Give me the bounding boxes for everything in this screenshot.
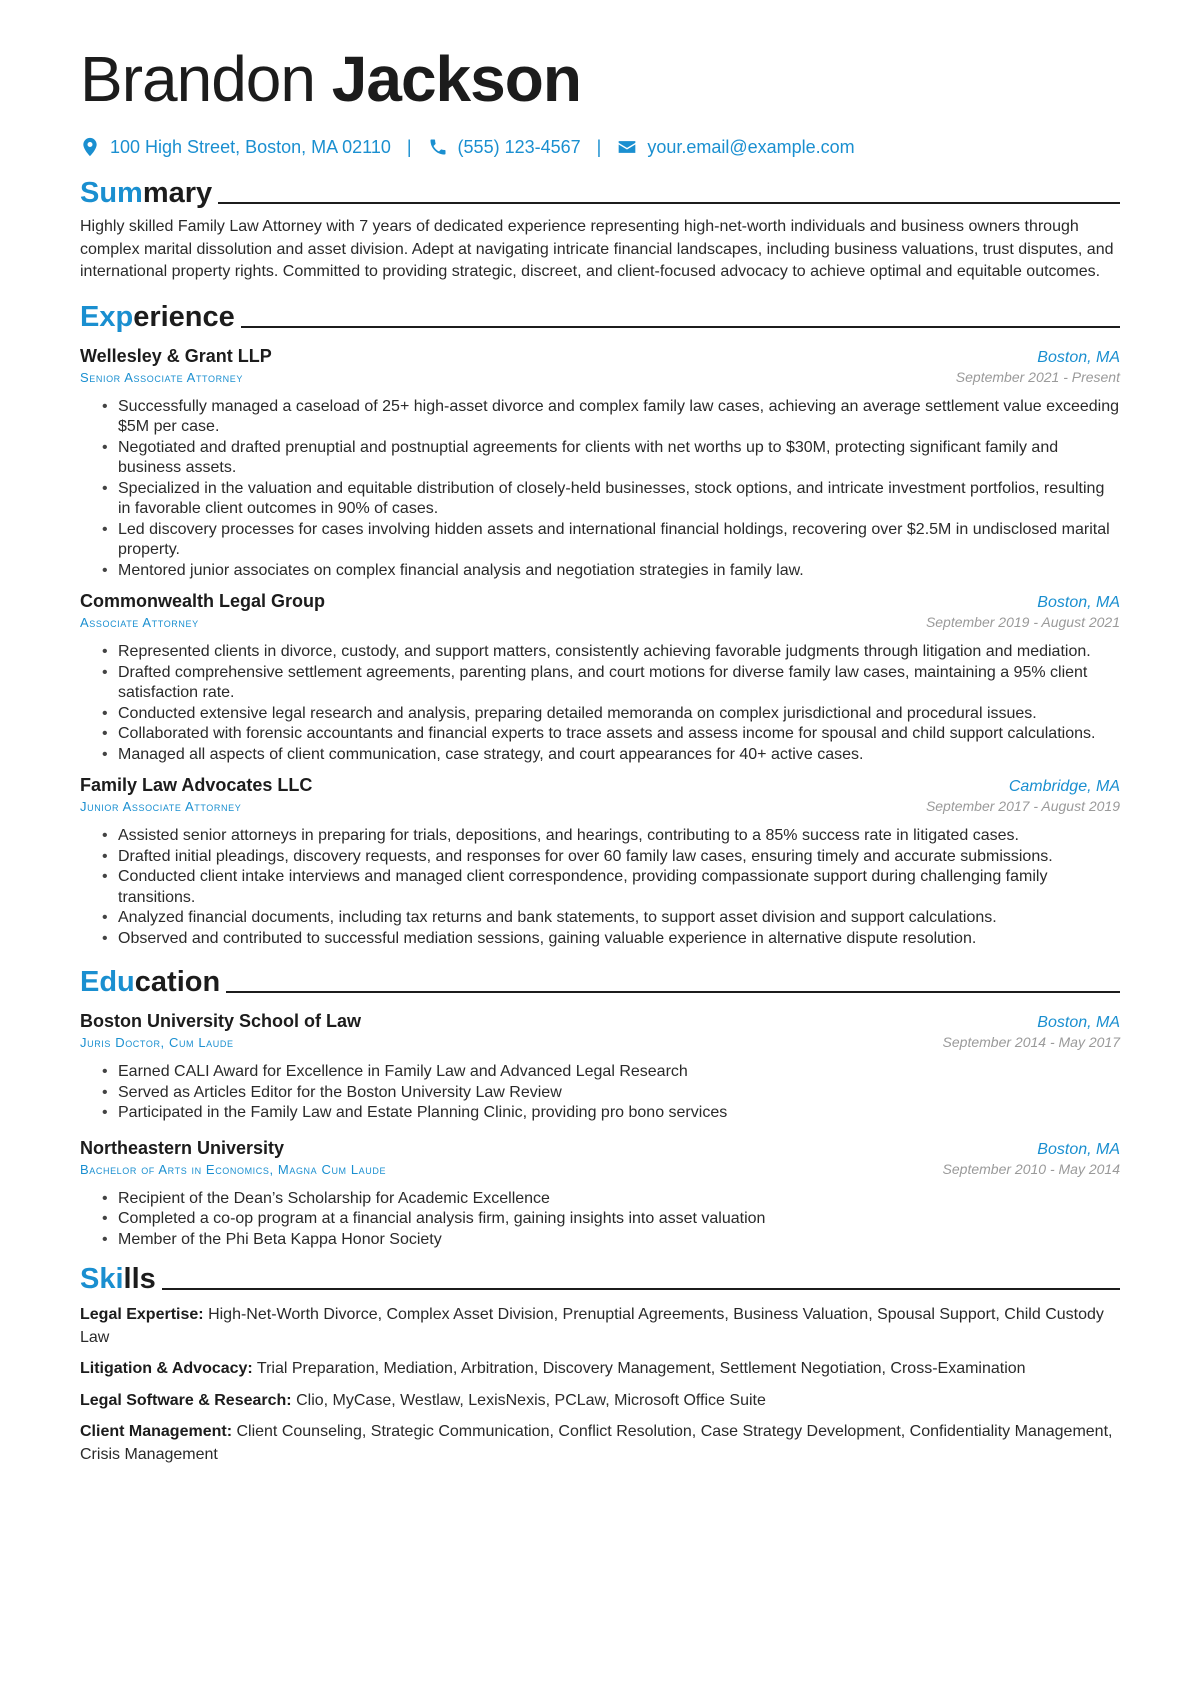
- list-item: • Conducted extensive legal research and analysis, preparing detailed memoranda on complex jurisdictional and procedural issues.: [118, 704, 1120, 725]
- skill-value: High-Net-Worth Divorce, Complex Asset Division, Prenuptial Agreements, Business Valuation, Spousal Support, Child Custody Law: [80, 1306, 1104, 1346]
- school-name: Northeastern University: [80, 1137, 285, 1158]
- education-heading-accent: Edu: [80, 966, 135, 998]
- experience-heading: [80, 294, 1120, 334]
- email-link: your.email@example.com: [647, 136, 855, 157]
- list-item: • Successfully managed a caseload of 25+ high-asset divorce and complex family law cases, achieving an average settlement value exceeding $5M per case.: [118, 397, 1120, 438]
- section-rule: [241, 326, 1120, 328]
- list-item: • Represented clients in divorce, custody, and support matters, consistently achieving favorable judgments through litigation and mediation.: [118, 642, 1120, 663]
- section-rule: [162, 1288, 1120, 1290]
- job-bullets: [80, 642, 1120, 765]
- degree: Juris Doctor, Cum Laude: [80, 1035, 234, 1050]
- skill-row: [80, 1358, 1120, 1381]
- list-item: • Drafted comprehensive settlement agreements, parenting plans, and court motions for diverse family law cases, maintaining a 95% client satisfaction rate.: [118, 663, 1120, 704]
- education-entry: [80, 1011, 1120, 1124]
- education-entry: [80, 1138, 1120, 1251]
- experience-entry: [80, 775, 1120, 949]
- phone-icon: [428, 137, 448, 157]
- job-title: Junior Associate Attorney: [80, 799, 242, 814]
- list-item: • Drafted initial pleadings, discovery requests, and responses for over 60 family law cases, ensuring timely and accurate submissions.: [118, 847, 1120, 868]
- skill-row: [80, 1304, 1120, 1349]
- skill-label: Litigation & Advocacy:: [80, 1360, 253, 1377]
- education-heading-rest: cation: [134, 966, 221, 998]
- address-item: [80, 137, 391, 158]
- first-name: Brandon: [80, 43, 315, 115]
- experience-heading-accent: Exp: [80, 300, 134, 333]
- degree: Bachelor of Arts in Economics, Magna Cum Laude: [80, 1161, 387, 1177]
- job-title: Associate Attorney: [80, 615, 199, 630]
- skill-row: [80, 1421, 1120, 1466]
- skill-label: Legal Software & Research:: [80, 1391, 292, 1409]
- list-item: • Participated in the Family Law and Estate Planning Clinic, providing pro bono services: [118, 1103, 1120, 1124]
- list-item: • Assisted senior attorneys in preparing for trials, depositions, and hearings, contributing to a 85% success rate in litigated cases.: [118, 826, 1120, 847]
- employer-name: Family Law Advocates LLC: [80, 775, 313, 795]
- skill-value: Trial Preparation, Mediation, Arbitration, Discovery Management, Settlement Negotiation, Cross-Examination: [256, 1360, 1026, 1377]
- section-rule: [218, 202, 1120, 204]
- job-location: Cambridge, MA: [1008, 778, 1120, 795]
- job-location: Boston, MA: [1037, 594, 1120, 611]
- education-heading: [80, 959, 1120, 999]
- list-item: • Served as Articles Editor for the Boston University Law Review: [118, 1083, 1120, 1104]
- envelope-icon: [617, 137, 637, 157]
- skill-value: Clio, MyCase, Westlaw, LexisNexis, PCLaw, Microsoft Office Suite: [296, 1391, 766, 1409]
- candidate-name: [80, 40, 1120, 118]
- section-rule: [226, 991, 1120, 993]
- list-item: • Managed all aspects of client communication, case strategy, and court appearances for 40+ active cases.: [118, 745, 1120, 766]
- skill-label: Legal Expertise:: [80, 1306, 204, 1323]
- school-dates: September 2010 - May 2014: [942, 1160, 1120, 1177]
- employer-name: Commonwealth Legal Group: [80, 591, 326, 611]
- list-item: • Recipient of the Dean’s Scholarship for Academic Excellence: [118, 1189, 1120, 1210]
- job-dates: September 2019 - August 2021: [925, 614, 1120, 630]
- job-dates: September 2021 - Present: [955, 368, 1120, 385]
- list-item: • Member of the Phi Beta Kappa Honor Society: [118, 1230, 1120, 1251]
- contact-line: [80, 132, 1120, 162]
- school-location: Boston, MA: [1037, 1140, 1120, 1158]
- skill-label: Client Management:: [80, 1423, 233, 1440]
- skills-heading-rest: lls: [123, 1263, 156, 1295]
- list-item: • Collaborated with forensic accountants and financial experts to trace assets and assess income for spousal and child support calculations.: [118, 724, 1120, 745]
- experience-heading-rest: erience: [133, 300, 235, 333]
- education-bullets: [80, 1062, 1120, 1124]
- skills-heading: [80, 1256, 1120, 1296]
- school-dates: September 2014 - May 2017: [942, 1034, 1120, 1050]
- skills-list: [80, 1304, 1120, 1466]
- education-bullets: [80, 1189, 1120, 1251]
- employer-name: Wellesley & Grant LLP: [80, 345, 272, 366]
- school-name: Boston University School of Law: [80, 1011, 362, 1031]
- contact-separator: |: [596, 136, 602, 157]
- job-title: Senior Associate Attorney: [80, 369, 243, 385]
- phone-text: (555) 123-4567: [457, 136, 581, 157]
- school-location: Boston, MA: [1037, 1014, 1120, 1031]
- list-item: • Analyzed financial documents, including tax returns and bank statements, to support asset division and support calculations.: [118, 908, 1120, 929]
- list-item: • Earned CALI Award for Excellence in Family Law and Advanced Legal Research: [118, 1062, 1120, 1083]
- phone-item[interactable]: [428, 137, 581, 158]
- experience-entry: [80, 346, 1120, 582]
- job-dates: September 2017 - August 2019: [925, 798, 1120, 814]
- list-item: • Observed and contributed to successful mediation sessions, gaining valuable experience in alternative dispute resolution.: [118, 929, 1120, 950]
- skills-heading-accent: Ski: [80, 1263, 124, 1295]
- list-item: • Negotiated and drafted prenuptial and postnuptial agreements for clients with net worths up to $30M, protecting significant family and business assets.: [118, 438, 1120, 479]
- summary-heading: [80, 170, 1120, 210]
- list-item: • Conducted client intake interviews and managed client correspondence, providing compassionate support during challenging family transitions.: [118, 867, 1120, 908]
- summary-heading-accent: Sum: [80, 177, 143, 209]
- list-item: • Specialized in the valuation and equitable distribution of closely-held businesses, stock options, and intricate investment portfolios, resulting in favorable client outcomes in 90% of cases.: [118, 479, 1120, 520]
- summary-text: Highly skilled Family Law Attorney with 7 years of dedicated experience representing high-net-worth individuals and business owners through complex marital dissolution and asset division. Adept at navigating intricate financial landscapes, including business valuations, trust disputes, and international property rights. Committed to providing strategic, discreet, and client-focused advocacy to achieve optimal and equitable outcomes.: [80, 218, 1114, 280]
- skill-row: [80, 1390, 1120, 1413]
- job-bullets: [80, 826, 1120, 949]
- last-name: Jackson: [331, 43, 581, 115]
- job-bullets: [80, 397, 1120, 582]
- address-text: 100 High Street, Boston, MA 02110: [110, 136, 391, 157]
- job-location: Boston, MA: [1037, 348, 1120, 366]
- experience-entry: [80, 591, 1120, 765]
- contact-separator: |: [406, 136, 412, 157]
- list-item: • Mentored junior associates on complex financial analysis and negotiation strategies in family law.: [118, 561, 1120, 582]
- email-item[interactable]: [617, 137, 854, 158]
- list-item: • Led discovery processes for cases involving hidden assets and international financial holdings, recovering over $2.5M in undisclosed marital property.: [118, 520, 1120, 561]
- map-marker-icon: [80, 137, 100, 157]
- skill-value: Client Counseling, Strategic Communication, Conflict Resolution, Case Strategy Development, Confidentiality Management, Crisis Management: [80, 1423, 1113, 1463]
- list-item: • Completed a co-op program at a financial analysis firm, gaining insights into asset valuation: [118, 1209, 1120, 1230]
- summary-heading-rest: mary: [142, 177, 213, 209]
